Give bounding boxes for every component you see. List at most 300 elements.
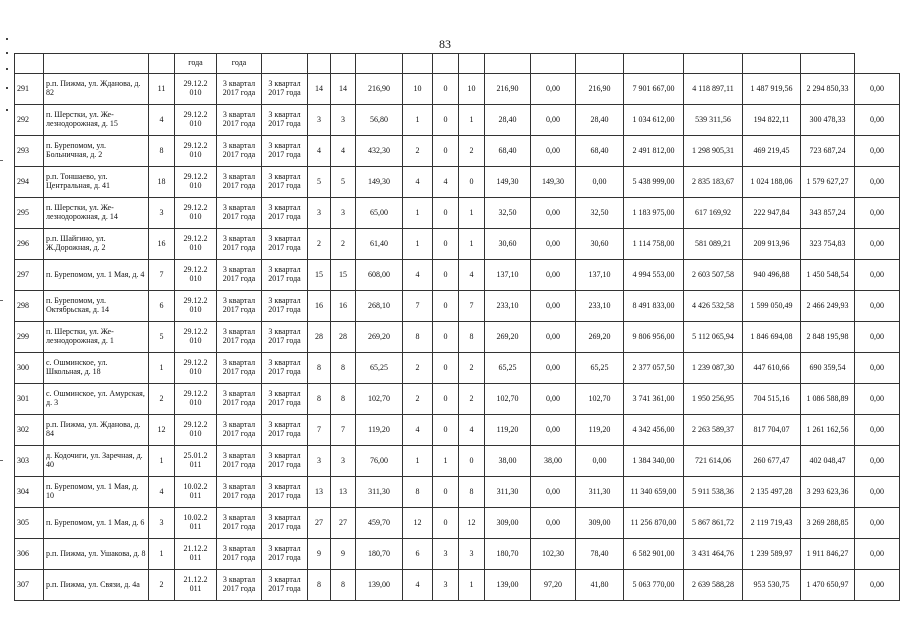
address-cell: с. Ошминское, ул. Школьная, д. 18 (44, 353, 149, 384)
value-cell: 16 (308, 291, 331, 322)
value-cell: 180,70 (485, 539, 531, 570)
header-cell: года (175, 54, 217, 74)
value-cell: 2 (149, 384, 175, 415)
value-cell: 149,30 (485, 167, 531, 198)
value-cell: 102,70 (576, 384, 624, 415)
amount-cell: 0,00 (855, 136, 900, 167)
value-cell: 4 (459, 260, 485, 291)
value-cell: 1 (459, 105, 485, 136)
quarter-cell: 3 квартал 2017 года (262, 74, 308, 105)
value-cell: 13 (308, 477, 331, 508)
value-cell: 8 (308, 353, 331, 384)
value-cell: 3 (331, 105, 356, 136)
amount-cell: 1 384 340,00 (624, 446, 684, 477)
value-cell: 30,60 (485, 229, 531, 260)
address-cell: р.п. Пижма, ул. Связи, д. 4а (44, 570, 149, 601)
value-cell: 4 (403, 415, 433, 446)
value-cell: 13 (331, 477, 356, 508)
amount-cell: 402 048,47 (801, 446, 855, 477)
address-cell: р.п. Пижма, ул. Жданова, д. 84 (44, 415, 149, 446)
value-cell: 8 (403, 322, 433, 353)
amount-cell: 2 466 249,93 (801, 291, 855, 322)
amount-cell: 4 118 897,11 (684, 74, 743, 105)
row-number: 305 (15, 508, 44, 539)
value-cell: 3 (433, 570, 459, 601)
quarter-cell: 3 квартал 2017 года (262, 198, 308, 229)
amount-cell: 4 994 553,00 (624, 260, 684, 291)
amount-cell: 6 582 901,00 (624, 539, 684, 570)
table-row (15, 570, 900, 601)
table-row (15, 136, 900, 167)
amount-cell: 723 687,24 (801, 136, 855, 167)
date-cell: 29.12.2 010 (175, 384, 217, 415)
value-cell: 7 (459, 291, 485, 322)
value-cell: 1 (149, 446, 175, 477)
value-cell: 2 (403, 353, 433, 384)
value-cell: 0 (433, 74, 459, 105)
amount-cell: 4 426 532,58 (684, 291, 743, 322)
value-cell: 0,00 (531, 508, 576, 539)
value-cell: 8 (331, 570, 356, 601)
quarter-cell: 3 квартал 2017 года (262, 353, 308, 384)
table-row (15, 322, 900, 353)
header-cell (485, 54, 531, 74)
date-cell: 29.12.2 010 (175, 229, 217, 260)
address-cell: п. Шерстки, ул. Железнодорожная, д. 14 (44, 198, 149, 229)
value-cell: 97,20 (531, 570, 576, 601)
amount-cell: 3 741 361,00 (624, 384, 684, 415)
address-cell: п. Бурепомом, ул. 1 Мая, д. 10 (44, 477, 149, 508)
value-cell: 61,40 (356, 229, 403, 260)
amount-cell: 1 261 162,56 (801, 415, 855, 446)
value-cell: 5 (331, 167, 356, 198)
quarter-cell: 3 квартал 2017 года (217, 74, 262, 105)
quarter-cell: 3 квартал 2017 года (262, 415, 308, 446)
value-cell: 1 (149, 353, 175, 384)
date-cell: 29.12.2 010 (175, 353, 217, 384)
value-cell: 269,20 (356, 322, 403, 353)
amount-cell: 1 450 548,54 (801, 260, 855, 291)
value-cell: 3 (149, 198, 175, 229)
amount-cell: 0,00 (855, 229, 900, 260)
value-cell: 0 (433, 105, 459, 136)
row-number: 296 (15, 229, 44, 260)
value-cell: 1 (459, 229, 485, 260)
quarter-cell: 3 квартал 2017 года (262, 291, 308, 322)
row-number: 292 (15, 105, 44, 136)
amount-cell: 300 478,33 (801, 105, 855, 136)
amount-cell: 9 806 956,00 (624, 322, 684, 353)
table-row (15, 291, 900, 322)
value-cell: 0,00 (531, 353, 576, 384)
table-row (15, 229, 900, 260)
value-cell: 2 (149, 570, 175, 601)
value-cell: 27 (331, 508, 356, 539)
value-cell: 2 (331, 229, 356, 260)
value-cell: 5 (308, 167, 331, 198)
quarter-cell: 3 квартал 2017 года (217, 477, 262, 508)
value-cell: 7 (331, 415, 356, 446)
amount-cell: 5 438 999,00 (624, 167, 684, 198)
amount-cell: 1 239 087,30 (684, 353, 743, 384)
table-row (15, 198, 900, 229)
amount-cell: 447 610,66 (743, 353, 801, 384)
value-cell: 3 (433, 539, 459, 570)
value-cell: 309,00 (485, 508, 531, 539)
amount-cell: 1 114 758,00 (624, 229, 684, 260)
header-cell: года (217, 54, 262, 74)
quarter-cell: 3 квартал 2017 года (217, 136, 262, 167)
table-row (15, 353, 900, 384)
amount-cell: 2 377 057,50 (624, 353, 684, 384)
table-row (15, 477, 900, 508)
amount-cell: 1 034 612,00 (624, 105, 684, 136)
value-cell: 0,00 (576, 167, 624, 198)
value-cell: 0,00 (531, 415, 576, 446)
value-cell: 149,30 (356, 167, 403, 198)
value-cell: 3 (331, 198, 356, 229)
value-cell: 8 (331, 353, 356, 384)
value-cell: 8 (308, 384, 331, 415)
quarter-cell: 3 квартал 2017 года (217, 353, 262, 384)
value-cell: 119,20 (485, 415, 531, 446)
header-row (15, 54, 900, 74)
value-cell: 0,00 (531, 198, 576, 229)
amount-cell: 1 487 919,56 (743, 74, 801, 105)
date-cell: 29.12.2 010 (175, 74, 217, 105)
value-cell: 10 (459, 74, 485, 105)
value-cell: 0 (433, 322, 459, 353)
value-cell: 15 (308, 260, 331, 291)
date-cell: 29.12.2 010 (175, 322, 217, 353)
value-cell: 6 (149, 291, 175, 322)
value-cell: 18 (149, 167, 175, 198)
amount-cell: 581 089,21 (684, 229, 743, 260)
value-cell: 28 (308, 322, 331, 353)
value-cell: 0,00 (531, 322, 576, 353)
amount-cell: 0,00 (855, 384, 900, 415)
header-cell (459, 54, 485, 74)
value-cell: 311,30 (485, 477, 531, 508)
amount-cell: 0,00 (855, 446, 900, 477)
amount-cell: 1 086 588,89 (801, 384, 855, 415)
value-cell: 0 (433, 353, 459, 384)
value-cell: 4 (459, 415, 485, 446)
binding-mark (6, 68, 8, 70)
row-number: 297 (15, 260, 44, 291)
amount-cell: 2 603 507,58 (684, 260, 743, 291)
value-cell: 8 (331, 384, 356, 415)
value-cell: 28 (331, 322, 356, 353)
value-cell: 2 (403, 384, 433, 415)
value-cell: 41,80 (576, 570, 624, 601)
value-cell: 3 (308, 105, 331, 136)
value-cell: 68,40 (576, 136, 624, 167)
address-cell: п. Бурепомом, ул. Октябрьская, д. 14 (44, 291, 149, 322)
table-row (15, 446, 900, 477)
value-cell: 2 (459, 353, 485, 384)
amount-cell: 343 857,24 (801, 198, 855, 229)
date-cell: 29.12.2 010 (175, 291, 217, 322)
amount-cell: 1 183 975,00 (624, 198, 684, 229)
quarter-cell: 3 квартал 2017 года (217, 384, 262, 415)
value-cell: 7 (308, 415, 331, 446)
value-cell: 38,00 (531, 446, 576, 477)
value-cell: 1 (459, 198, 485, 229)
address-cell: р.п. Шайгино, ул. Ж.Дорожная, д. 2 (44, 229, 149, 260)
quarter-cell: 3 квартал 2017 года (217, 539, 262, 570)
value-cell: 0,00 (576, 446, 624, 477)
amount-cell: 0,00 (855, 322, 900, 353)
value-cell: 27 (308, 508, 331, 539)
amount-cell: 0,00 (855, 105, 900, 136)
value-cell: 65,00 (356, 198, 403, 229)
quarter-cell: 3 квартал 2017 года (262, 105, 308, 136)
value-cell: 102,30 (531, 539, 576, 570)
header-cell (149, 54, 175, 74)
value-cell: 216,90 (356, 74, 403, 105)
address-cell: п. Шерстки, ул. Железнодорожная, д. 15 (44, 105, 149, 136)
value-cell: 2 (459, 136, 485, 167)
header-cell (624, 54, 684, 74)
value-cell: 9 (331, 539, 356, 570)
value-cell: 233,10 (485, 291, 531, 322)
amount-cell: 1 579 627,27 (801, 167, 855, 198)
amount-cell: 0,00 (855, 477, 900, 508)
value-cell: 3 (331, 446, 356, 477)
value-cell: 14 (331, 74, 356, 105)
amount-cell: 11 256 870,00 (624, 508, 684, 539)
value-cell: 10 (403, 74, 433, 105)
quarter-cell: 3 квартал 2017 года (217, 167, 262, 198)
header-cell (15, 54, 44, 74)
value-cell: 1 (403, 105, 433, 136)
value-cell: 1 (403, 198, 433, 229)
amount-cell: 539 311,56 (684, 105, 743, 136)
value-cell: 4 (331, 136, 356, 167)
scan-edge-mark (0, 460, 3, 461)
row-number: 294 (15, 167, 44, 198)
amount-cell: 0,00 (855, 167, 900, 198)
amount-cell: 940 496,88 (743, 260, 801, 291)
amount-cell: 3 293 623,36 (801, 477, 855, 508)
quarter-cell: 3 квартал 2017 года (262, 229, 308, 260)
amount-cell: 2 263 589,37 (684, 415, 743, 446)
row-number: 303 (15, 446, 44, 477)
table-row (15, 415, 900, 446)
row-number: 295 (15, 198, 44, 229)
value-cell: 119,20 (576, 415, 624, 446)
value-cell: 4 (403, 260, 433, 291)
row-number: 291 (15, 74, 44, 105)
amount-cell: 1 846 694,08 (743, 322, 801, 353)
value-cell: 65,25 (356, 353, 403, 384)
amount-cell: 0,00 (855, 415, 900, 446)
value-cell: 32,50 (576, 198, 624, 229)
date-cell: 29.12.2 010 (175, 105, 217, 136)
value-cell: 139,00 (485, 570, 531, 601)
value-cell: 269,20 (485, 322, 531, 353)
header-cell (331, 54, 356, 74)
amount-cell: 4 342 456,00 (624, 415, 684, 446)
header-cell (356, 54, 403, 74)
value-cell: 4 (403, 167, 433, 198)
value-cell: 30,60 (576, 229, 624, 260)
value-cell: 3 (149, 508, 175, 539)
quarter-cell: 3 квартал 2017 года (217, 229, 262, 260)
amount-cell: 0,00 (855, 291, 900, 322)
value-cell: 3 (459, 539, 485, 570)
value-cell: 1 (149, 539, 175, 570)
date-cell: 10.02.2 011 (175, 508, 217, 539)
amount-cell: 7 901 667,00 (624, 74, 684, 105)
value-cell: 8 (459, 322, 485, 353)
amount-cell: 0,00 (855, 353, 900, 384)
header-cell (576, 54, 624, 74)
address-cell: р.п. Пижма, ул. Жданова, д. 82 (44, 74, 149, 105)
quarter-cell: 3 квартал 2017 года (217, 415, 262, 446)
quarter-cell: 3 квартал 2017 года (262, 570, 308, 601)
row-number: 299 (15, 322, 44, 353)
value-cell: 0 (433, 198, 459, 229)
value-cell: 38,00 (485, 446, 531, 477)
value-cell: 269,20 (576, 322, 624, 353)
amount-cell: 5 911 538,36 (684, 477, 743, 508)
value-cell: 1 (403, 446, 433, 477)
binding-mark (6, 87, 8, 89)
value-cell: 216,90 (485, 74, 531, 105)
header-cell (403, 54, 433, 74)
amount-cell: 469 219,45 (743, 136, 801, 167)
table-row (15, 74, 900, 105)
value-cell: 233,10 (576, 291, 624, 322)
header-cell (684, 54, 743, 74)
amount-cell: 260 677,47 (743, 446, 801, 477)
value-cell: 4 (308, 136, 331, 167)
value-cell: 268,10 (356, 291, 403, 322)
value-cell: 3 (308, 446, 331, 477)
value-cell: 32,50 (485, 198, 531, 229)
table-row (15, 508, 900, 539)
amount-cell: 0,00 (855, 260, 900, 291)
binding-mark (6, 52, 8, 54)
value-cell: 0 (433, 477, 459, 508)
address-cell: п. Бурепомом, ул. 1 Мая, д. 6 (44, 508, 149, 539)
value-cell: 8 (403, 477, 433, 508)
address-cell: д. Кодочиги, ул. Заречная, д. 40 (44, 446, 149, 477)
value-cell: 137,10 (576, 260, 624, 291)
value-cell: 139,00 (356, 570, 403, 601)
value-cell: 0,00 (531, 136, 576, 167)
value-cell: 459,70 (356, 508, 403, 539)
value-cell: 28,40 (485, 105, 531, 136)
amount-cell: 323 754,83 (801, 229, 855, 260)
quarter-cell: 3 квартал 2017 года (262, 539, 308, 570)
quarter-cell: 3 квартал 2017 года (262, 384, 308, 415)
date-cell: 10.02.2 011 (175, 477, 217, 508)
amount-cell: 11 340 659,00 (624, 477, 684, 508)
value-cell: 102,70 (485, 384, 531, 415)
address-cell: р.п. Пижма, ул. Ушакова, д. 8 (44, 539, 149, 570)
value-cell: 8 (459, 477, 485, 508)
value-cell: 3 (308, 198, 331, 229)
value-cell: 6 (403, 539, 433, 570)
address-cell: п. Шерстки, ул. Железнодорожная, д. 1 (44, 322, 149, 353)
amount-cell: 2 135 497,28 (743, 477, 801, 508)
value-cell: 0,00 (531, 477, 576, 508)
quarter-cell: 3 квартал 2017 года (217, 198, 262, 229)
value-cell: 14 (308, 74, 331, 105)
amount-cell: 5 867 861,72 (684, 508, 743, 539)
value-cell: 0 (433, 260, 459, 291)
amount-cell: 690 359,54 (801, 353, 855, 384)
table-row (15, 539, 900, 570)
row-number: 302 (15, 415, 44, 446)
value-cell: 180,70 (356, 539, 403, 570)
amount-cell: 2 119 719,43 (743, 508, 801, 539)
value-cell: 0 (433, 384, 459, 415)
header-cell (801, 54, 855, 74)
value-cell: 0 (433, 136, 459, 167)
value-cell: 0 (433, 508, 459, 539)
amount-cell: 2 848 195,98 (801, 322, 855, 353)
quarter-cell: 3 квартал 2017 года (262, 136, 308, 167)
quarter-cell: 3 квартал 2017 года (217, 260, 262, 291)
value-cell: 0,00 (531, 105, 576, 136)
value-cell: 119,20 (356, 415, 403, 446)
value-cell: 102,70 (356, 384, 403, 415)
value-cell: 0,00 (531, 384, 576, 415)
value-cell: 4 (149, 477, 175, 508)
value-cell: 0 (433, 229, 459, 260)
value-cell: 12 (403, 508, 433, 539)
value-cell: 432,30 (356, 136, 403, 167)
binding-mark (6, 109, 8, 111)
amount-cell: 0,00 (855, 570, 900, 601)
value-cell: 137,10 (485, 260, 531, 291)
date-cell: 25.01.2 011 (175, 446, 217, 477)
row-number: 300 (15, 353, 44, 384)
value-cell: 78,40 (576, 539, 624, 570)
value-cell: 0 (459, 446, 485, 477)
value-cell: 1 (403, 229, 433, 260)
value-cell: 4 (149, 105, 175, 136)
value-cell: 9 (308, 539, 331, 570)
amount-cell: 5 112 065,94 (684, 322, 743, 353)
value-cell: 5 (149, 322, 175, 353)
value-cell: 0 (433, 291, 459, 322)
header-cell (262, 54, 308, 74)
table-row (15, 384, 900, 415)
quarter-cell: 3 квартал 2017 года (217, 291, 262, 322)
header-cell (44, 54, 149, 74)
quarter-cell: 3 квартал 2017 года (217, 446, 262, 477)
date-cell: 29.12.2 010 (175, 167, 217, 198)
amount-cell: 817 704,07 (743, 415, 801, 446)
value-cell: 76,00 (356, 446, 403, 477)
quarter-cell: 3 квартал 2017 года (262, 322, 308, 353)
value-cell: 149,30 (531, 167, 576, 198)
value-cell: 28,40 (576, 105, 624, 136)
header-cell (433, 54, 459, 74)
amount-cell: 1 911 846,27 (801, 539, 855, 570)
scan-edge-mark (0, 160, 3, 161)
relocation-register-table (14, 53, 900, 601)
value-cell: 15 (331, 260, 356, 291)
binding-mark (6, 38, 8, 40)
value-cell: 12 (149, 415, 175, 446)
row-number: 306 (15, 539, 44, 570)
